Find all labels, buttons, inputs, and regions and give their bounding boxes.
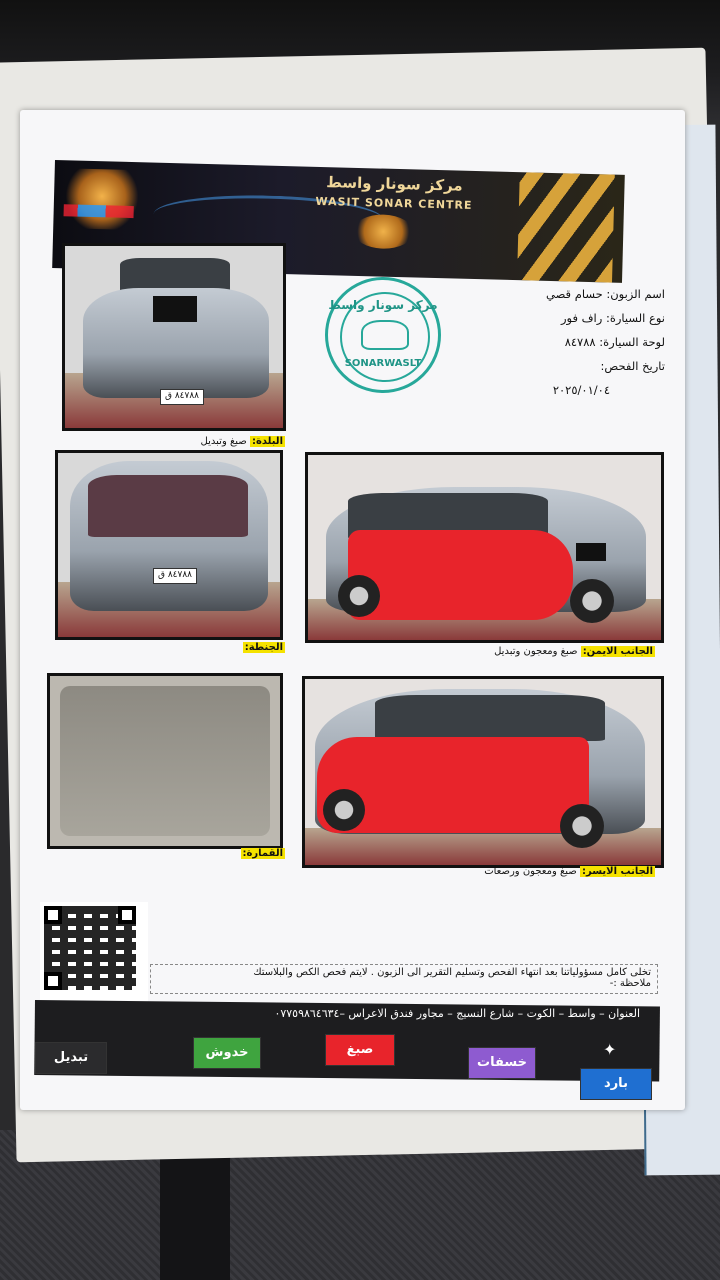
photo-rear — [55, 450, 283, 640]
caption-left — [470, 866, 655, 877]
photo-left-side — [302, 676, 664, 868]
gold-stripes — [517, 172, 615, 282]
stamp-text-ar: مركز سونار واسط — [328, 298, 438, 312]
censor-block — [153, 296, 197, 322]
date-value: ٢٠٢٥/٠١/٠٤ — [552, 383, 610, 397]
customer-info — [475, 282, 665, 402]
rear-plate: ٨٤٧٨٨ ق — [153, 568, 197, 584]
name-label: اسم الزبون: — [606, 287, 665, 301]
label-left: الجانب الايسر: — [582, 866, 653, 877]
censor-block — [576, 543, 606, 561]
legend-dents: خسفات — [468, 1047, 536, 1079]
photo-right-side — [305, 452, 664, 643]
seat-gap — [160, 1140, 230, 1280]
label-right: الجانب الايمن: — [582, 646, 653, 657]
address-line-1: العنوان – واسط – الكوت – شارع النسيج – مجاور فندق الاعراس –٠٧٧٥٩٨٦٤٦٣٤ — [274, 1007, 640, 1020]
photo-front — [62, 243, 286, 431]
legend-paint: صبغ — [325, 1034, 395, 1066]
plate-value: ٨٤٧٨٨ — [564, 335, 596, 349]
car-type-value: راف فور — [560, 311, 603, 325]
plate-label: لوحة السيارة: — [599, 335, 665, 349]
desc-front: صبغ وتبديل — [200, 436, 247, 447]
lion-logo-icon — [61, 168, 143, 230]
caption-right — [480, 646, 655, 657]
label-rear: الجنطة: — [244, 642, 283, 653]
disclaimer-note — [150, 964, 658, 994]
legend-cold: بارد — [580, 1068, 652, 1100]
headlights-icon — [64, 204, 134, 218]
date-label: تاريخ الفحص: — [600, 359, 665, 373]
stamp-car-icon — [361, 320, 409, 350]
note-label: ملاحظة :- — [609, 978, 651, 989]
qr-code — [40, 902, 148, 1002]
caption-rear — [200, 642, 285, 653]
label-front: البلدة: — [251, 436, 283, 447]
center-stamp — [325, 277, 441, 393]
note-text: تخلى كامل مسؤولياتنا بعد انتهاء الفحص وتسليم التقرير الى الزبون . لايتم فحص الكص والبلاستك — [253, 967, 651, 978]
stamp-text-en: SONARWASLT — [344, 358, 422, 369]
front-plate: ٨٤٧٨٨ ق — [160, 389, 204, 405]
desc-left: صبغ ومعجون ورصعات — [484, 866, 577, 877]
car-type-label: نوع السيارة: — [605, 311, 665, 325]
desc-right: صبغ ومعجون وتبديل — [494, 646, 578, 657]
name-value: حسام قصي — [545, 287, 603, 301]
center-name-ar: مركز سونار واسط — [326, 173, 463, 195]
diamond-icon: ✦ — [603, 1040, 617, 1059]
lion-emblem-icon — [353, 214, 414, 250]
damage-paint-panel — [348, 530, 573, 620]
caption-front — [100, 436, 285, 447]
legend-replaced: تبديل — [35, 1042, 107, 1074]
label-roof: القمارة: — [242, 848, 283, 859]
legend-scratches: خدوش — [193, 1037, 261, 1069]
caption-roof — [200, 848, 285, 859]
photo-roof — [47, 673, 283, 849]
center-name-en: WASIT SONAR CENTRE — [315, 194, 473, 212]
